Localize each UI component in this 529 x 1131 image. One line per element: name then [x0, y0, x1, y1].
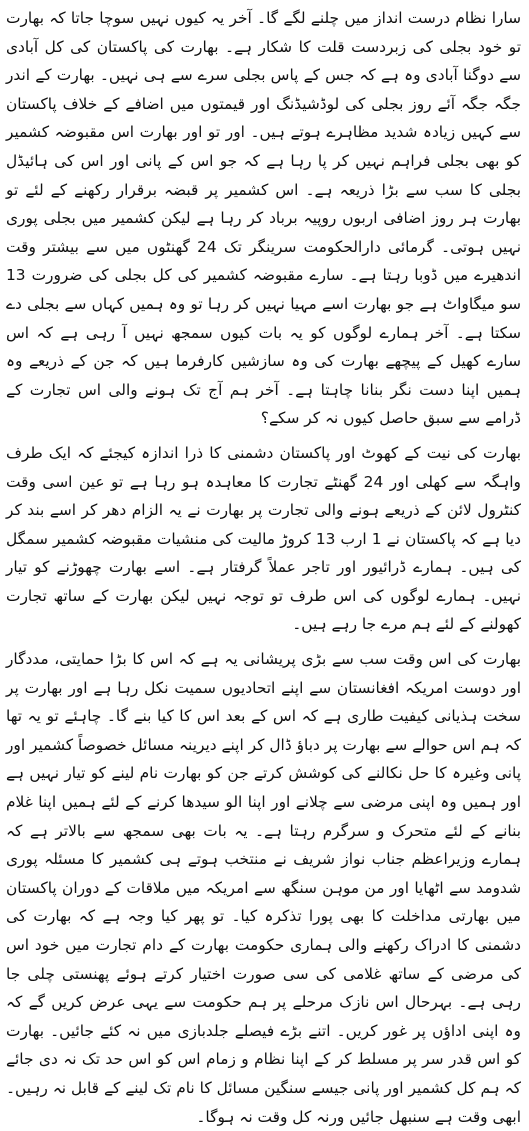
article-paragraph-3: بھارت کی اس وقت سب سے بڑی پریشانی یہ ہے کہ اس کا بڑا حمایتی، مددگار اور دوست امریکہ افغانستان سے اپنے اتحادیوں سمیت نکل رہا ہے اور بھارت پر سخت ہذیانی کیفیت طاری ہے کہ اس کے بعد اس کا کیا بنے گا۔ چاہئے تو یہ تھا کہ ہم اس حوالے سے بھارت پر دباؤ ڈال کر اپنے دیرینہ مسائل خصوصاً کشمیر اور پانی وغیرہ کا حل نکالنے کی کوشش کرتے جن کو بھارت نام لینے کو تیار نہیں ہے اور ہمیں وہ اپنی مرضی سے چلانے اور اپنا الو سیدھا کرنے کے لئے ہمیں اپنا غلام بنانے کے لئے متحرک و سرگرم رہتا ہے۔ یہ بات بھی سمجھ سے بالاتر ہے کہ ہمارے وزیراعظم جناب نواز شریف نے منتخب ہوتے ہی کشمیر کا مسئلہ پوری شدومد سے اٹھایا اور من موہن سنگھ سے امریکہ میں ملاقات کے دوران پاکستان میں بھارتی مداخلت کا بھی پورا تذکرہ کیا۔ تو پھر کیا وجہ ہے کہ بھارت کی دشمنی کا ادراک رکھنے والی ہماری حکومت بھارت کے دام تجارت میں خود اس کی مرضی کے ساتھ غلامی کی سی صورت اختیار کرتے ہوئے پھنستی چلی جا رہی ہے۔ بہرحال اس نازک مرحلے پر ہم حکومت سے یہی عرض کریں گے کہ وہ اپنی اداؤں پر غور کریں۔ اتنے بڑے فیصلے جلدبازی میں نہ کئے جائیں۔ بھارت کو اس قدر سر پر مسلط کر کے اپنا نظام و زمام اس کو اس حد تک نہ دی جائے کہ ہم کل کشمیر اور پانی جیسے سنگین مسائل کا نام تک لینے کے قابل نہ رہیں۔ ابھی وقت ہے سنبھل جائیں ورنہ کل وقت نہ ہوگا۔	[6, 650, 521, 1126]
article-paragraph-1: سارا نظام درست انداز میں چلنے لگے گا۔ آخر یہ کیوں نہیں سوچا جاتا کہ بھارت تو خود بجلی کی زبردست قلت کا شکار ہے۔ بھارت کی پاکستان کی کل آبادی سے دوگنا آبادی وہ ہے کہ جس کے پاس بجلی سرے سے ہی نہیں۔ بھارت کے اندر جگہ جگہ آئے روز بجلی کی لوڈشیڈنگ اور قیمتوں میں اضافے کے خلاف پاکستان سے کہیں زیادہ شدید مظاہرے ہوتے ہیں۔ اور تو اور بھارت اس مقبوضہ کشمیر کو بھی بجلی فراہم نہیں کر پا رہا ہے کہ جو اس کے پانی اور اس کی ہائیڈل بجلی کا سب سے بڑا ذریعہ ہے۔ اس کشمیر پر قبضہ برقرار رکھنے کے لئے تو بھارت ہر روز اضافی اربوں روپیہ برباد کر رہا ہے لیکن کشمیر میں بجلی پوری نہیں ہوتی۔ گرمائی دارالحکومت سرینگر تک 24 گھنٹوں میں سے بیشتر وقت اندھیرے میں ڈوبا رہتا ہے۔ سارے مقبوضہ کشمیر کی کل بجلی کی ضرورت 13 سو میگاواٹ ہے جو بھارت اسے مہیا نہیں کر رہا تو وہ ہمیں کہاں سے بجلی دے سکتا ہے۔ آخر ہمارے لوگوں کو یہ بات کیوں سمجھ نہیں آ رہی ہے کہ اس سارے کھیل کے پیچھے بھارت کی وہ سازشیں کارفرما ہیں کہ جن کے ذریعے وہ ہمیں اپنا دست نگر بنانا چاہتا ہے۔ آخر ہم آج تک ہونے والی اس تجارت کے ڈرامے سے سبق حاصل کیوں نہ کر سکے؟	[6, 9, 521, 428]
article-paragraph-2: بھارت کی نیت کے کھوٹ اور پاکستان دشمنی کا ذرا اندازہ کیجئے کہ ایک طرف واہگہ سے کھلی اور 24 گھنٹے تجارت کا معاہدہ ہو رہا ہے تو عین اسی وقت کنٹرول لائن کے ذریعے ہونے والی تجارت پر بھارت نے یہ الزام دھر کر اسے بند کر دیا ہے کہ پاکستان نے 1 ارب 13 کروڑ مالیت کی منشیات مقبوضہ کشمیر سمگل کی ہیں۔ ہمارے ڈرائیور اور تاجر عملاً گرفتار ہے۔ اسے بھارت چھوڑنے کو تیار نہیں۔ ہمارے لوگوں کی اس طرف تو توجہ نہیں لیکن بھارت کے ساتھ تجارت کھولنے کے لئے ہم مرے جا رہے ہیں۔	[6, 443, 522, 634]
